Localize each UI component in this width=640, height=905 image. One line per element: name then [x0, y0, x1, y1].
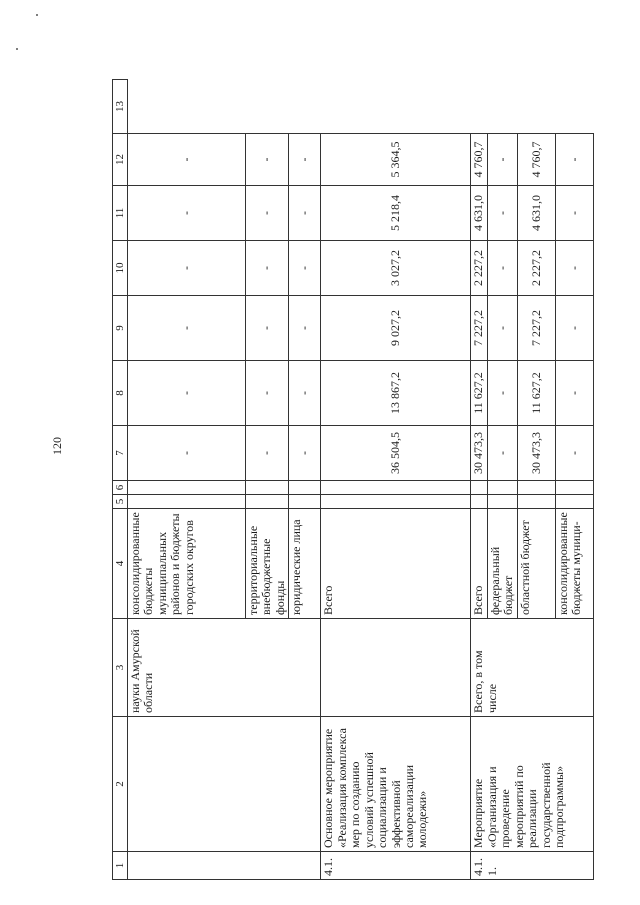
column-number-cell: 2 — [113, 717, 128, 852]
value-cell: 11 627,2 — [517, 361, 555, 426]
speck-mark — [16, 48, 18, 50]
value-cell: - — [487, 426, 517, 481]
value-cell: - — [555, 241, 593, 296]
rotated-table-frame — [112, 80, 592, 880]
column-number-cell: 7 — [113, 426, 128, 481]
value-cell: 36 504,5 — [321, 426, 471, 481]
value-cell — [289, 495, 321, 509]
value-cell — [246, 481, 289, 495]
column-number-cell: 13 — [113, 80, 128, 134]
funding-source-cell: Всего — [471, 509, 487, 619]
value-cell: - — [128, 426, 246, 481]
funding-source-cell: консолидированные бюджеты муниципальных районов и бюджеты городских округов — [128, 509, 246, 619]
value-cell — [321, 481, 471, 495]
column-number-cell: 10 — [113, 241, 128, 296]
budget-table — [112, 79, 594, 880]
value-cell: 5 364,5 — [321, 134, 471, 186]
value-cell: - — [289, 241, 321, 296]
page-number: 120 — [50, 437, 64, 455]
value-cell: - — [246, 134, 289, 186]
value-cell: 2 227,2 — [517, 241, 555, 296]
speck-mark — [36, 14, 38, 16]
value-cell — [517, 495, 555, 509]
funding-source-cell: территориальные внебюджетные фонды — [246, 509, 289, 619]
value-cell: 4 760,7 — [471, 134, 487, 186]
value-cell — [517, 481, 555, 495]
value-cell: 9 027,2 — [321, 296, 471, 361]
value-cell: - — [487, 296, 517, 361]
value-cell: - — [487, 186, 517, 241]
executor-cell: науки Амурской области — [128, 619, 321, 717]
value-cell: 11 627,2 — [471, 361, 487, 426]
value-cell: - — [289, 296, 321, 361]
value-cell: 4 760,7 — [517, 134, 555, 186]
column-number-cell: 11 — [113, 186, 128, 241]
value-cell: - — [289, 426, 321, 481]
value-cell: 13 867,2 — [321, 361, 471, 426]
value-cell: 5 218,4 — [321, 186, 471, 241]
value-cell: 4 631,0 — [471, 186, 487, 241]
value-cell — [555, 495, 593, 509]
funding-source-cell: федеральный бюджет — [487, 509, 517, 619]
value-cell: - — [128, 241, 246, 296]
value-cell: - — [555, 134, 593, 186]
value-cell — [128, 481, 246, 495]
table-row — [471, 80, 487, 880]
funding-source-cell: юридические лица — [289, 509, 321, 619]
value-cell: - — [487, 241, 517, 296]
value-cell: - — [246, 241, 289, 296]
value-cell — [471, 481, 487, 495]
value-cell: - — [487, 134, 517, 186]
table-row — [128, 80, 246, 880]
value-cell: 30 473,3 — [471, 426, 487, 481]
column-number-cell: 5 — [113, 495, 128, 509]
value-cell: - — [487, 361, 517, 426]
value-cell: 3 027,2 — [321, 241, 471, 296]
measure-name-cell: Основное мероприятие «Реализация комплекса мер по созданию условий успешной социализации и эффективной самореализации молодежи» — [321, 717, 471, 852]
funding-source-cell: областной бюджет — [517, 509, 555, 619]
value-cell: - — [289, 361, 321, 426]
column-number-cell: 12 — [113, 134, 128, 186]
value-cell — [555, 481, 593, 495]
value-cell — [128, 495, 246, 509]
value-cell: - — [289, 186, 321, 241]
value-cell: 7 227,2 — [517, 296, 555, 361]
row-number-cell: 4.1. — [321, 852, 471, 880]
measure-name-cell: Мероприятие «Организация и проведение мероприятий по реализации государственной подпрограммы» — [471, 717, 593, 852]
value-cell: 4 631,0 — [517, 186, 555, 241]
value-cell — [471, 495, 487, 509]
row-number-cell: 4.1.1. — [471, 852, 593, 880]
value-cell — [487, 481, 517, 495]
value-cell: - — [128, 296, 246, 361]
value-cell: - — [555, 296, 593, 361]
funding-source-cell: консолидированные бюджеты муници- — [555, 509, 593, 619]
value-cell: - — [289, 134, 321, 186]
value-cell: - — [246, 186, 289, 241]
value-cell — [289, 481, 321, 495]
value-cell — [321, 495, 471, 509]
executor-cell: Всего, в том числе — [471, 619, 593, 717]
row-number-cell — [128, 852, 321, 880]
value-cell: - — [246, 426, 289, 481]
value-cell: 2 227,2 — [471, 241, 487, 296]
value-cell: - — [128, 134, 246, 186]
column-number-cell: 6 — [113, 481, 128, 495]
table-row — [321, 80, 471, 880]
column-number-cell: 1 — [113, 852, 128, 880]
value-cell: 30 473,3 — [517, 426, 555, 481]
column-number-cell: 9 — [113, 296, 128, 361]
column-number-cell: 4 — [113, 509, 128, 619]
column-number-cell: 3 — [113, 619, 128, 717]
value-cell: - — [555, 426, 593, 481]
executor-cell — [321, 619, 471, 717]
header-row — [113, 80, 128, 880]
value-cell: - — [246, 361, 289, 426]
value-cell: - — [128, 186, 246, 241]
funding-source-cell: Всего — [321, 509, 471, 619]
column-number-cell: 8 — [113, 361, 128, 426]
measure-name-cell — [128, 717, 321, 852]
value-cell: 7 227,2 — [471, 296, 487, 361]
value-cell — [246, 495, 289, 509]
value-cell — [487, 495, 517, 509]
value-cell: - — [555, 186, 593, 241]
value-cell: - — [246, 296, 289, 361]
value-cell: - — [555, 361, 593, 426]
value-cell: - — [128, 361, 246, 426]
